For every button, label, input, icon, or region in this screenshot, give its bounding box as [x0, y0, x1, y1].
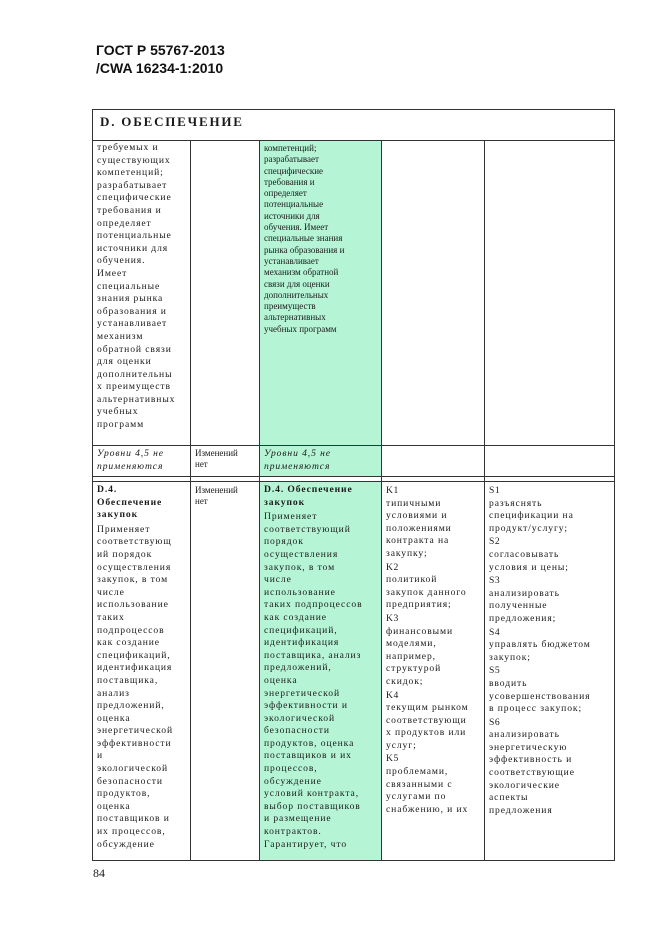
- text-line: оценка: [97, 712, 131, 724]
- skill-line: условия и цены;: [489, 561, 569, 573]
- text-line: обучения. Имеет: [264, 222, 329, 233]
- skill-code: S1: [489, 485, 501, 496]
- table-rule: [484, 140, 485, 861]
- table-rule: [381, 140, 382, 861]
- skill-line: вводить: [489, 677, 528, 689]
- text-line: осуществления: [97, 561, 172, 573]
- title-line: D.4.: [97, 484, 118, 495]
- text-line: спецификаций,: [264, 624, 338, 636]
- text-line: идентификация: [97, 662, 173, 674]
- text-line: применяются: [264, 460, 331, 472]
- skill-line: анализировать: [489, 729, 560, 741]
- text-line: безопасности: [264, 725, 330, 737]
- text-line: экологической: [97, 763, 168, 775]
- text-line: механизм: [97, 330, 144, 342]
- skill-line: эффективность и: [489, 754, 573, 766]
- text-line: специфические: [264, 165, 324, 176]
- knowledge-line: услуг;: [386, 739, 417, 751]
- skill-line: спецификации на: [489, 510, 574, 522]
- text-line: использование: [97, 599, 169, 611]
- text-line: дополнительных: [264, 289, 329, 300]
- knowledge-line: предприятия;: [386, 599, 452, 611]
- text-line: закупок, в том: [97, 574, 169, 586]
- text-line: выбор поставщиков: [264, 800, 361, 812]
- text-line: продуктов,: [97, 788, 151, 800]
- row1-col3-text: [264, 143, 380, 443]
- title-line: D.4. Обеспечение: [264, 484, 353, 495]
- skill-line: анализировать: [489, 587, 560, 599]
- text-line: определяет: [97, 217, 152, 229]
- text-line: поставщика,: [97, 674, 159, 686]
- text-line: компетенций;: [264, 143, 317, 153]
- document-header: [96, 41, 225, 77]
- row3-col3-title: [264, 484, 380, 509]
- text-line: разрабатывает: [264, 154, 319, 165]
- text-line: устанавливает: [264, 255, 319, 266]
- row3-col5-skills: [489, 484, 613, 859]
- text-line: Изменений: [195, 448, 238, 458]
- text-line: числе: [264, 574, 292, 586]
- row3-col2-text: [195, 485, 258, 515]
- text-line: обучения.: [97, 255, 146, 267]
- text-line: энергетической: [264, 687, 340, 699]
- skill-line: усовершенствования: [489, 690, 591, 702]
- skill-line: предложения: [489, 804, 553, 816]
- text-line: соответствующий: [264, 523, 351, 535]
- text-line: экологической: [264, 712, 335, 724]
- title-line: Обеспечение: [97, 496, 163, 508]
- text-line: специальные: [97, 280, 161, 292]
- text-line: предложений,: [264, 662, 332, 674]
- text-line: учебных: [97, 406, 139, 418]
- text-line: как создание: [264, 611, 327, 623]
- text-line: Применяет: [97, 523, 151, 535]
- table-rule: [92, 481, 615, 482]
- skill-line: закупок;: [489, 651, 531, 663]
- text-line: программ: [97, 419, 145, 431]
- knowledge-line: типичными: [386, 497, 442, 509]
- text-line: и размещение: [264, 813, 332, 825]
- text-line: компетенций;: [97, 167, 164, 179]
- knowledge-line: скидок;: [386, 675, 424, 687]
- text-line: эффективности и: [264, 700, 348, 712]
- table-rule: [92, 140, 615, 141]
- text-line: порядок: [264, 536, 304, 548]
- knowledge-line: услугами по: [386, 791, 447, 803]
- text-line: альтернативных: [97, 393, 176, 405]
- text-line: таких: [97, 611, 125, 623]
- text-line: источники для: [97, 242, 169, 254]
- text-line: преимуществ: [264, 301, 316, 312]
- text-line: и: [97, 750, 104, 762]
- skill-code: S6: [489, 716, 501, 728]
- text-line: их процессов,: [97, 826, 166, 838]
- knowledge-line: соответствующи: [386, 714, 467, 726]
- competence-table: [92, 109, 615, 861]
- table-rule: [92, 445, 615, 446]
- text-line: устанавливает: [97, 318, 168, 330]
- knowledge-code: K3: [386, 612, 399, 624]
- knowledge-line: например,: [386, 650, 436, 662]
- text-line: связи для оценки: [264, 278, 330, 289]
- text-line: Гарантирует, что: [264, 838, 348, 850]
- text-line: числе: [97, 586, 125, 598]
- text-line: разрабатывает: [97, 179, 168, 191]
- text-line: использование: [264, 586, 336, 598]
- table-rule: [614, 109, 615, 861]
- text-line: безопасности: [97, 775, 163, 787]
- text-line: применяются: [97, 460, 164, 472]
- skill-code: S4: [489, 626, 501, 638]
- text-line: требования и: [264, 176, 315, 187]
- text-line: соответствующ: [97, 536, 172, 548]
- knowledge-line: условиями и: [386, 510, 448, 522]
- text-line: энергетической: [97, 725, 173, 737]
- row2-col2-text: [195, 448, 258, 475]
- knowledge-line: проблемами,: [386, 766, 449, 778]
- knowledge-line: закупку;: [386, 547, 428, 559]
- row1-col1-text: [97, 142, 189, 444]
- skill-line: соответствующие: [489, 767, 575, 779]
- skill-code: S2: [489, 536, 501, 548]
- skill-line: полученные: [489, 600, 548, 612]
- section-title: D. ОБЕСПЕЧЕНИЕ: [100, 114, 244, 129]
- text-line: образования и: [97, 305, 167, 317]
- text-line: существующих: [97, 154, 171, 166]
- text-line: потенциальные: [264, 199, 324, 210]
- text-line: обсуждение: [264, 775, 322, 787]
- knowledge-line: текущим рынком: [386, 702, 469, 714]
- knowledge-line: закупок данного: [386, 586, 467, 598]
- knowledge-line: структурой: [386, 663, 442, 675]
- table-rule: [92, 109, 615, 110]
- text-line: закупок, в том: [264, 561, 336, 573]
- text-line: как создание: [97, 637, 160, 649]
- title-line: закупок: [264, 496, 305, 508]
- row3-col1-title: [97, 484, 189, 522]
- skill-line: экологические: [489, 779, 560, 791]
- text-line: нет: [195, 459, 208, 470]
- knowledge-line: снабжению, и их: [386, 803, 469, 815]
- text-line: Имеет: [97, 267, 128, 279]
- text-line: потенциальные: [97, 230, 172, 242]
- text-line: таких подпроцессов: [264, 599, 363, 611]
- skill-line: аспекты: [489, 792, 529, 804]
- text-line: альтернативных: [264, 312, 326, 323]
- table-rule: [92, 476, 615, 477]
- row3-col1-cell: [97, 484, 189, 859]
- knowledge-code: K5: [386, 753, 399, 765]
- text-line: для оценки: [97, 356, 152, 368]
- skill-line: управлять бюджетом: [489, 639, 591, 651]
- row3-col4-knowledge: [386, 484, 483, 859]
- standard-equivalent: /CWA 16234-1:2010: [96, 60, 224, 76]
- table-rule: [190, 140, 191, 861]
- knowledge-code: K4: [386, 689, 399, 701]
- standard-number: ГОСТ Р 55767-2013: [96, 42, 225, 58]
- skill-code: S5: [489, 665, 501, 677]
- text-line: продуктов, оценка: [264, 737, 355, 749]
- row2-col3-text: [264, 448, 380, 475]
- row3-col3-cell: [264, 484, 380, 859]
- text-line: спецификаций,: [97, 649, 171, 661]
- skill-line: в процесс закупок;: [489, 703, 583, 715]
- text-line: х преимуществ: [97, 381, 171, 393]
- knowledge-line: финансовыми: [386, 625, 454, 637]
- knowledge-line: х продуктов или: [386, 727, 467, 739]
- text-line: анализ: [97, 687, 130, 699]
- row3-col3-body: [264, 511, 380, 851]
- text-line: учебных программ: [264, 323, 337, 334]
- text-line: знания рынка: [97, 293, 164, 305]
- text-line: специальные знания: [264, 233, 343, 244]
- skill-line: предложения;: [489, 612, 557, 624]
- text-line: условий контракта,: [264, 788, 360, 800]
- text-line: Изменений: [195, 485, 238, 495]
- text-line: Уровни 4,5 не: [264, 448, 331, 459]
- text-line: предложений,: [97, 700, 165, 712]
- row3-col1-body: [97, 524, 189, 851]
- skill-code: S3: [489, 575, 501, 587]
- text-line: требуемых и: [97, 142, 159, 153]
- knowledge-code: K2: [386, 561, 399, 573]
- knowledge-code: K1: [386, 485, 399, 496]
- text-line: идентификация: [264, 637, 340, 649]
- text-line: механизм обратной: [264, 267, 339, 278]
- text-line: Уровни 4,5 не: [97, 448, 164, 459]
- knowledge-line: моделями,: [386, 638, 437, 650]
- title-line: закупок: [97, 509, 138, 521]
- text-line: оценка: [264, 674, 298, 686]
- text-line: Применяет: [264, 511, 318, 523]
- skill-line: энергетическую: [489, 741, 568, 753]
- text-line: рынка образования и: [264, 244, 345, 255]
- text-line: контрактов.: [264, 826, 322, 838]
- text-line: осуществления: [264, 548, 339, 560]
- text-line: требования и: [97, 204, 162, 216]
- table-rule: [259, 140, 260, 861]
- text-line: источники для: [264, 210, 320, 221]
- text-line: обсуждение: [97, 838, 155, 850]
- skill-line: согласовывать: [489, 548, 560, 560]
- text-line: эффективности: [97, 737, 172, 749]
- text-line: специфические: [97, 192, 172, 204]
- text-line: процессов,: [264, 763, 318, 775]
- table-rule: [92, 860, 615, 861]
- text-line: дополнительны: [97, 368, 173, 380]
- page-number: 84: [93, 866, 105, 880]
- knowledge-line: связанными с: [386, 778, 453, 790]
- skill-line: продукт/услугу;: [489, 522, 568, 534]
- text-line: поставщиков и их: [264, 750, 352, 762]
- text-line: поставщика, анализ: [264, 649, 362, 661]
- row2-col1-text: [97, 448, 189, 475]
- text-line: определяет: [264, 188, 307, 199]
- skill-line: разъяснять: [489, 497, 543, 509]
- knowledge-line: политикой: [386, 574, 438, 586]
- knowledge-line: положениями: [386, 522, 452, 534]
- text-line: поставщиков и: [97, 813, 170, 825]
- text-line: оценка: [97, 800, 131, 812]
- text-line: обратной связи: [97, 343, 172, 355]
- text-line: ий порядок: [97, 548, 153, 560]
- text-line: нет: [195, 496, 208, 507]
- knowledge-line: контракта на: [386, 535, 450, 547]
- text-line: подпроцессов: [97, 624, 165, 636]
- table-rule: [92, 109, 93, 861]
